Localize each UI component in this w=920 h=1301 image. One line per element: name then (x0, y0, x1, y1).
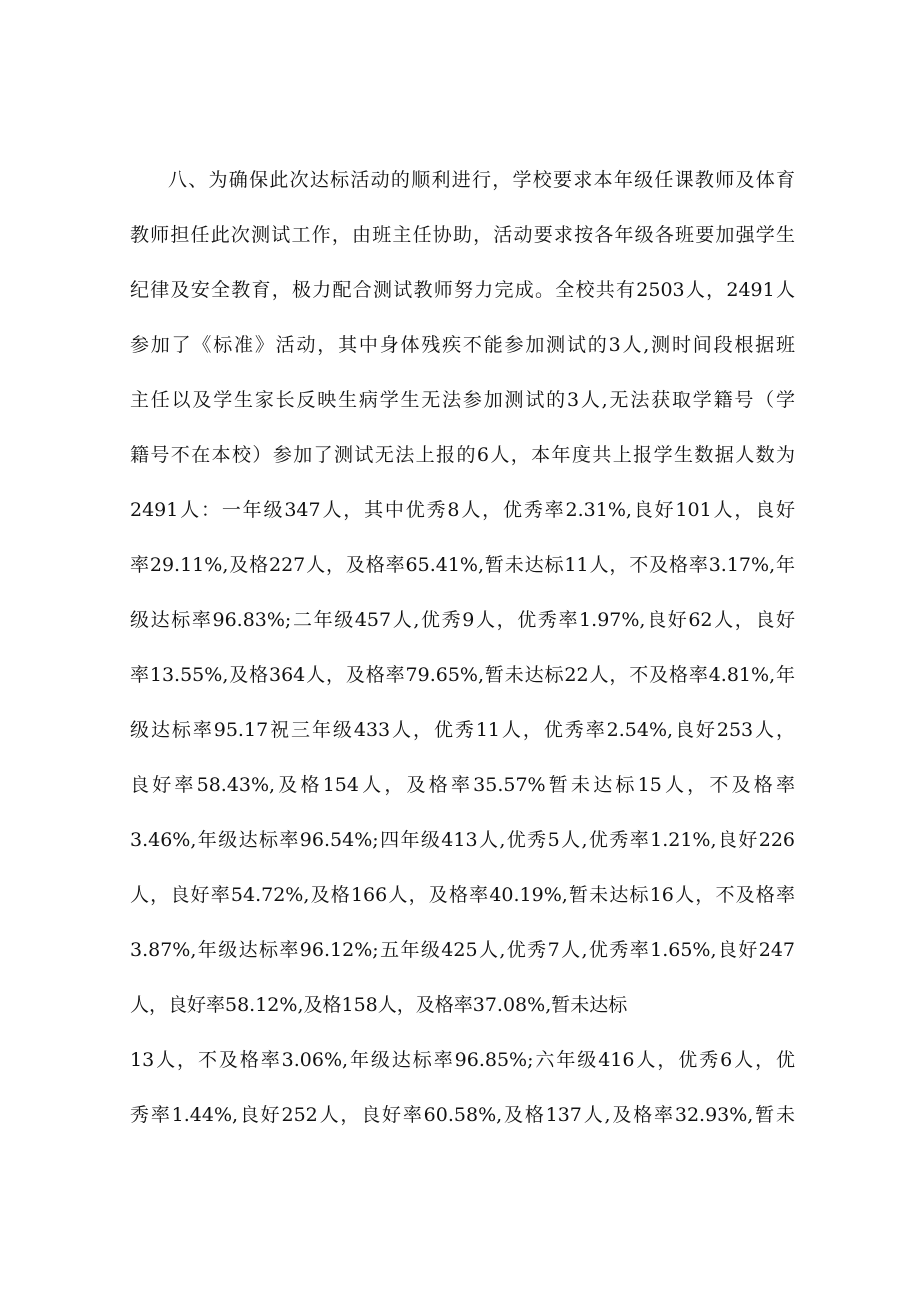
paragraph-line: 率13.55%,及格364人，及格率79.65%,暂未达标22人，不及格率4.81%,年 (130, 664, 795, 686)
paragraph-line: 2491人：一年级347人，其中优秀8人，优秀率2.31%,良好101人，良好 (130, 499, 795, 521)
paragraph-line: 13人，不及格率3.06%,年级达标率96.85%;六年级416人，优秀6人，优 (130, 1049, 795, 1071)
paragraph-line: 3.46%,年级达标率96.54%;四年级413人,优秀5人,优秀率1.21%,良好226 (130, 829, 795, 851)
paragraph-line: 教师担任此次测试工作，由班主任协助，活动要求按各年级各班要加强学生 (130, 224, 795, 246)
paragraph-line: 秀率1.44%,良好252人，良好率60.58%,及格137人,及格率32.93%,暂未 (130, 1104, 795, 1126)
body-paragraph (130, 153, 795, 1143)
paragraph-line: 3.87%,年级达标率96.12%;五年级425人,优秀7人,优秀率1.65%,良好247 (130, 939, 795, 961)
paragraph-line: 籍号不在本校）参加了测试无法上报的6人，本年度共上报学生数据人数为 (130, 444, 795, 466)
paragraph-line: 率29.11%,及格227人，及格率65.41%,暂未达标11人，不及格率3.17%,年 (130, 554, 795, 576)
paragraph-line: 级达标率95.17祝三年级433人，优秀11人，优秀率2.54%,良好253人， (130, 719, 795, 741)
paragraph-line: 级达标率96.83%;二年级457人,优秀9人，优秀率1.97%,良好62人，良好 (130, 609, 795, 631)
paragraph-line: 良好率58.43%,及格154人，及格率35.57%暂未达标15人，不及格率 (130, 774, 795, 796)
paragraph-line: 参加了《标准》活动，其中身体残疾不能参加测试的3人,测时间段根据班 (130, 334, 795, 356)
paragraph-line: 主任以及学生家长反映生病学生无法参加测试的3人,无法获取学籍号（学 (130, 389, 795, 411)
paragraph-line: 人，良好率54.72%,及格166人，及格率40.19%,暂未达标16人，不及格率 (130, 884, 795, 906)
paragraph-line: 人，良好率58.12%,及格158人，及格率37.08%,暂未达标 (130, 994, 628, 1016)
paragraph-line: 八、为确保此次达标活动的顺利进行，学校要求本年级任课教师及体育 (168, 169, 795, 191)
paragraph-line: 纪律及安全教育，极力配合测试教师努力完成。全校共有2503人，2491人 (130, 279, 795, 301)
